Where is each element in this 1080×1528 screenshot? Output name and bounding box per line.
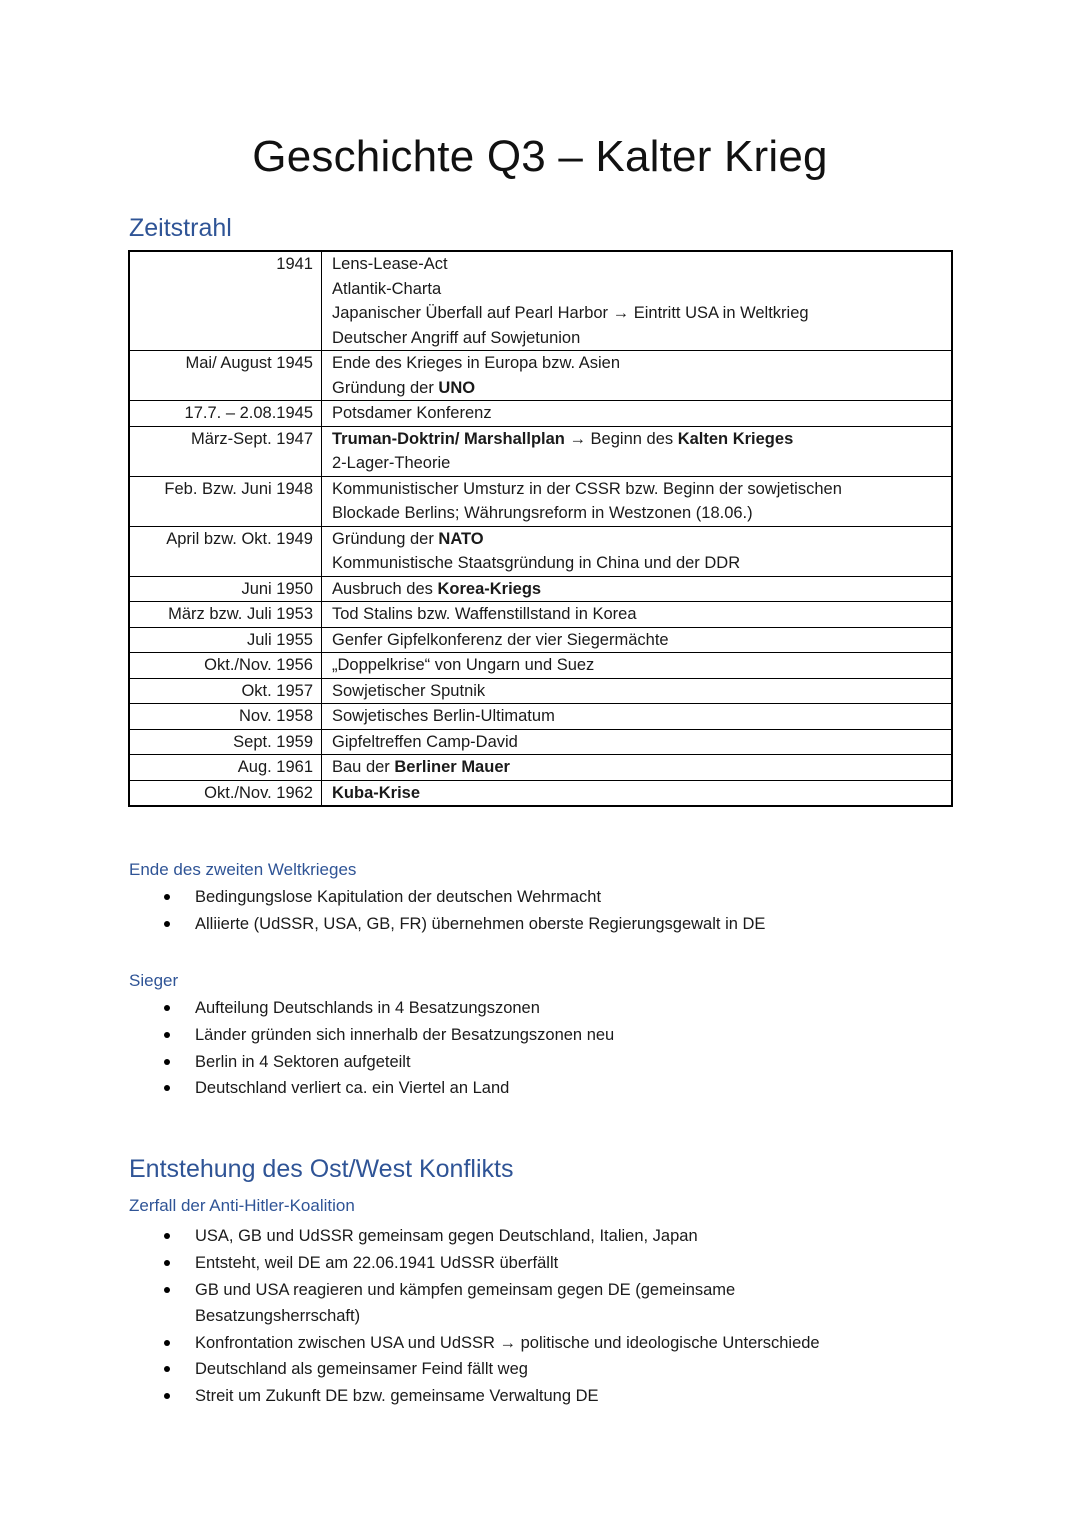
timeline-date: Okt./Nov. 1956 xyxy=(129,653,322,679)
timeline-row xyxy=(129,476,952,526)
timeline-event-line xyxy=(332,277,943,302)
victors-list xyxy=(160,995,920,1102)
timeline-date: Okt./Nov. 1962 xyxy=(129,780,322,806)
event-text: Lens-Lease-Act xyxy=(332,255,448,273)
event-text: 2-Lager-Theorie xyxy=(332,454,451,472)
page-title: Geschichte Q3 – Kalter Krieg xyxy=(252,132,828,181)
timeline-row xyxy=(129,780,952,806)
event-text: Kommunistische Staatsgründung in China und der DDR xyxy=(332,554,741,572)
list-item: USA, GB und UdSSR gemeinsam gegen Deutschland, Italien, Japan xyxy=(160,1223,880,1250)
event-text: Atlantik-Charta xyxy=(332,279,442,298)
event-text: Ausbruch des xyxy=(332,579,438,598)
list-item: Konfrontation zwischen USA und UdSSR → politische und ideologische Unterschiede xyxy=(160,1330,880,1357)
timeline-events xyxy=(322,780,953,806)
event-text: Potsdamer Konferenz xyxy=(332,404,492,422)
event-text: Ende des Krieges in Europa bzw. Asien xyxy=(332,354,621,372)
timeline-event-line xyxy=(332,755,943,780)
list-item: Entsteht, weil DE am 22.06.1941 UdSSR überfällt xyxy=(160,1250,880,1277)
conflict-list xyxy=(160,1223,880,1410)
timeline-event-line xyxy=(332,301,943,326)
timeline-event-line xyxy=(332,730,943,755)
bold-text: Korea-Kriegs xyxy=(437,579,542,598)
event-text: Sowjetisches Berlin-Ultimatum xyxy=(332,707,555,725)
timeline-event-line xyxy=(332,602,943,627)
timeline-row xyxy=(129,526,952,576)
timeline-events xyxy=(322,401,953,427)
timeline-event-line xyxy=(332,477,943,502)
list-item: Bedingungslose Kapitulation der deutschen Wehrmacht xyxy=(160,884,920,911)
timeline-event-line xyxy=(332,326,943,351)
timeline-event-line xyxy=(332,527,943,552)
list-item: Deutschland verliert ca. ein Viertel an Land xyxy=(160,1075,920,1102)
timeline-row xyxy=(129,602,952,628)
bold-text: UNO xyxy=(438,378,476,397)
list-item: Berlin in 4 Sektoren aufgeteilt xyxy=(160,1049,920,1076)
timeline-row xyxy=(129,351,952,401)
timeline-events xyxy=(322,627,953,653)
timeline-events xyxy=(322,251,953,351)
timeline-table xyxy=(128,250,953,807)
victors-heading: Sieger xyxy=(129,971,179,990)
end-of-war-heading: Ende des zweiten Weltkrieges xyxy=(129,860,357,879)
timeline-row xyxy=(129,678,952,704)
timeline-heading: Zeitstrahl xyxy=(129,214,232,242)
timeline-date: März-Sept. 1947 xyxy=(129,426,322,476)
timeline-date: Feb. Bzw. Juni 1948 xyxy=(129,476,322,526)
event-text: Gründung der xyxy=(332,378,439,397)
bold-text: Kalten Krieges xyxy=(677,429,794,448)
event-text: Blockade Berlins; Währungsreform in Westzonen (18.06.) xyxy=(332,504,753,522)
timeline-event-line xyxy=(332,376,943,401)
timeline-event-line xyxy=(332,501,943,526)
bold-text: Truman-Doktrin/ Marshallplan → xyxy=(332,429,586,448)
bold-text: Kuba-Krise xyxy=(332,783,421,802)
event-text: „Doppelkrise“ von Ungarn und Suez xyxy=(332,656,595,674)
timeline-event-line xyxy=(332,551,943,576)
timeline-date: Juli 1955 xyxy=(129,627,322,653)
timeline-events xyxy=(322,426,953,476)
event-text: Deutscher Angriff auf Sowjetunion xyxy=(332,328,581,347)
timeline-event-line xyxy=(332,351,943,376)
timeline-event-line xyxy=(332,704,943,729)
timeline-date: Sept. 1959 xyxy=(129,729,322,755)
event-text: Gründung der xyxy=(332,529,439,548)
timeline-row xyxy=(129,576,952,602)
list-item: Alliierte (UdSSR, USA, GB, FR) übernehmen oberste Regierungsgewalt in DE xyxy=(160,911,920,938)
event-text: Kommunistischer Umsturz in der CSSR bzw. Beginn der sowjetischen xyxy=(332,479,842,498)
event-text: Sowjetischer Sputnik xyxy=(332,681,486,700)
timeline-event-line xyxy=(332,401,943,426)
event-text: Tod Stalins bzw. Waffenstillstand in Korea xyxy=(332,605,637,623)
timeline-events xyxy=(322,476,953,526)
conflict-heading: Entstehung des Ost/West Konflikts xyxy=(129,1155,514,1183)
timeline-events xyxy=(322,576,953,602)
timeline-date: Mai/ August 1945 xyxy=(129,351,322,401)
timeline-event-line xyxy=(332,252,943,277)
list-item: Deutschland als gemeinsamer Feind fällt weg xyxy=(160,1356,880,1383)
event-text: Genfer Gipfelkonferenz der vier Siegermächte xyxy=(332,630,669,649)
event-text: Gipfeltreffen Camp-David xyxy=(332,732,518,751)
timeline-events xyxy=(322,351,953,401)
timeline-row xyxy=(129,755,952,781)
timeline-date: Aug. 1961 xyxy=(129,755,322,781)
timeline-date: Okt. 1957 xyxy=(129,678,322,704)
timeline-events xyxy=(322,755,953,781)
timeline-event-line xyxy=(332,679,943,704)
timeline-row xyxy=(129,627,952,653)
timeline-event-line xyxy=(332,653,943,678)
event-text: Bau der xyxy=(332,758,395,776)
timeline-row xyxy=(129,426,952,476)
list-item: Aufteilung Deutschlands in 4 Besatzungszonen xyxy=(160,995,920,1022)
timeline-row xyxy=(129,653,952,679)
bold-text: Berliner Mauer xyxy=(394,758,510,776)
list-item: GB und USA reagieren und kämpfen gemeinsam gegen DE (gemeinsame Besatzungsherrschaft) xyxy=(160,1277,880,1330)
timeline-event-line xyxy=(332,781,943,806)
event-text: Beginn des xyxy=(585,429,678,448)
timeline-events xyxy=(322,653,953,679)
timeline-row xyxy=(129,729,952,755)
timeline-row xyxy=(129,704,952,730)
timeline-date: 17.7. – 2.08.1945 xyxy=(129,401,322,427)
list-item: Streit um Zukunft DE bzw. gemeinsame Verwaltung DE xyxy=(160,1383,880,1410)
timeline-event-line xyxy=(332,451,943,476)
bold-text: NATO xyxy=(438,529,484,548)
end-of-war-list xyxy=(160,884,920,938)
timeline-event-line xyxy=(332,427,943,452)
timeline-event-line xyxy=(332,577,943,602)
timeline-events xyxy=(322,729,953,755)
timeline-row xyxy=(129,251,952,351)
list-item: Länder gründen sich innerhalb der Besatzungszonen neu xyxy=(160,1022,920,1049)
timeline-events xyxy=(322,678,953,704)
timeline-date: Juni 1950 xyxy=(129,576,322,602)
timeline-row xyxy=(129,401,952,427)
conflict-subheading: Zerfall der Anti-Hitler-Koalition xyxy=(129,1196,355,1215)
timeline-date: März bzw. Juli 1953 xyxy=(129,602,322,628)
timeline-date: April bzw. Okt. 1949 xyxy=(129,526,322,576)
event-text: Japanischer Überfall auf Pearl Harbor → Eintritt USA in Weltkrieg xyxy=(332,304,809,322)
timeline-event-line xyxy=(332,628,943,653)
timeline-date: Nov. 1958 xyxy=(129,704,322,730)
timeline-events xyxy=(322,526,953,576)
timeline-events xyxy=(322,704,953,730)
timeline-date: 1941 xyxy=(129,251,322,351)
timeline-events xyxy=(322,602,953,628)
